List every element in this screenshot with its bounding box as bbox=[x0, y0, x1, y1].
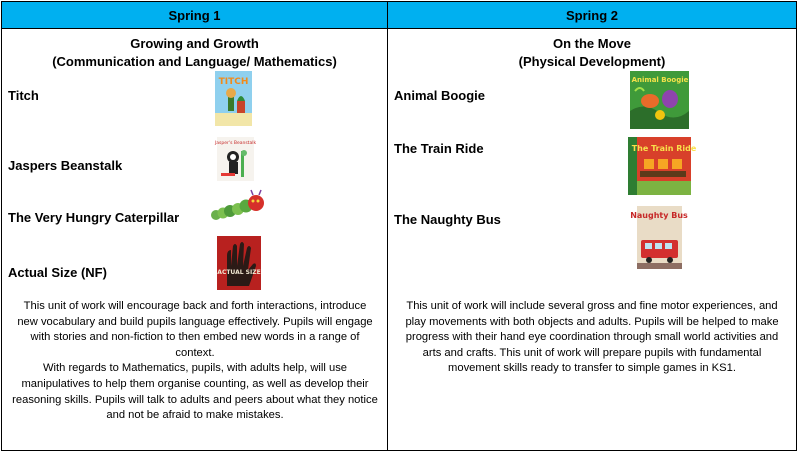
animal-boogie-cover-image bbox=[630, 71, 689, 129]
spring1-title-block bbox=[2, 35, 387, 71]
spring1-description-paragraph-2: With regards to Mathematics, pupils, with adults help, will use manipulatives to help them organise counting, as well as develop their reasoning skills. Pupils will talk to adults and peers about what they notice and not be afraid to make mistakes. bbox=[12, 362, 378, 422]
jaspers-beanstalk-cover-image bbox=[214, 137, 257, 181]
spring1-description bbox=[12, 299, 378, 424]
book-title-hungry-caterpillar: The Very Hungry Caterpillar bbox=[8, 210, 180, 225]
train-ride-cover-text: The Train Ride bbox=[631, 144, 697, 153]
actual-size-cover-text: ACTUAL SIZE bbox=[217, 269, 261, 276]
actual-size-cover-image bbox=[217, 236, 261, 290]
book-title-jaspers-beanstalk: Jaspers Beanstalk bbox=[8, 158, 123, 173]
spring2-description-paragraph-1: This unit of work will include several gross and fine motor experiences, and play movements with both objects and adults. Pupils will be helped to make progress with their hand eye coordination through small world activities and arts and crafts. This unit of work will prepare pupils with fundamental movement skills ready to transfer to simple games in KS1. bbox=[405, 300, 779, 375]
spring2-subtitle: (Physical Development) bbox=[518, 54, 666, 69]
naughty-bus-cover-text: Naughty Bus bbox=[630, 211, 688, 220]
animal-boogie-cover-text: Animal Boogie bbox=[631, 76, 689, 84]
spring1-header: Spring 1 bbox=[2, 2, 387, 29]
train-ride-cover-image bbox=[628, 137, 697, 195]
hungry-caterpillar-cover-image bbox=[208, 189, 266, 225]
book-title-titch: Titch bbox=[8, 88, 39, 103]
spring1-column bbox=[2, 2, 388, 450]
book-title-animal-boogie: Animal Boogie bbox=[394, 88, 486, 103]
book-title-naughty-bus: The Naughty Bus bbox=[394, 212, 501, 227]
spring1-subtitle: (Communication and Language/ Mathematics) bbox=[52, 54, 337, 69]
spring1-title: Growing and Growth bbox=[130, 36, 259, 51]
book-title-train-ride: The Train Ride bbox=[394, 141, 484, 156]
titch-cover-image bbox=[215, 71, 252, 126]
curriculum-table bbox=[1, 1, 797, 451]
naughty-bus-cover-image bbox=[630, 206, 688, 269]
spring2-header: Spring 2 bbox=[388, 2, 796, 29]
book-title-actual-size: Actual Size (NF) bbox=[8, 265, 107, 280]
titch-cover-text: TITCH bbox=[218, 77, 249, 87]
spring2-column bbox=[388, 2, 796, 450]
jaspers-cover-text: Jasper's Beanstalk bbox=[214, 141, 257, 146]
spring1-description-paragraph-1: This unit of work will encourage back and forth interactions, introduce new vocabulary and build pupils language effectively. Pupils will engage with stories and non-fiction to then embed new words in a range of context. bbox=[17, 300, 373, 359]
spring2-description bbox=[400, 299, 784, 377]
spring2-title: On the Move bbox=[552, 36, 631, 51]
spring2-title-block bbox=[388, 35, 796, 71]
